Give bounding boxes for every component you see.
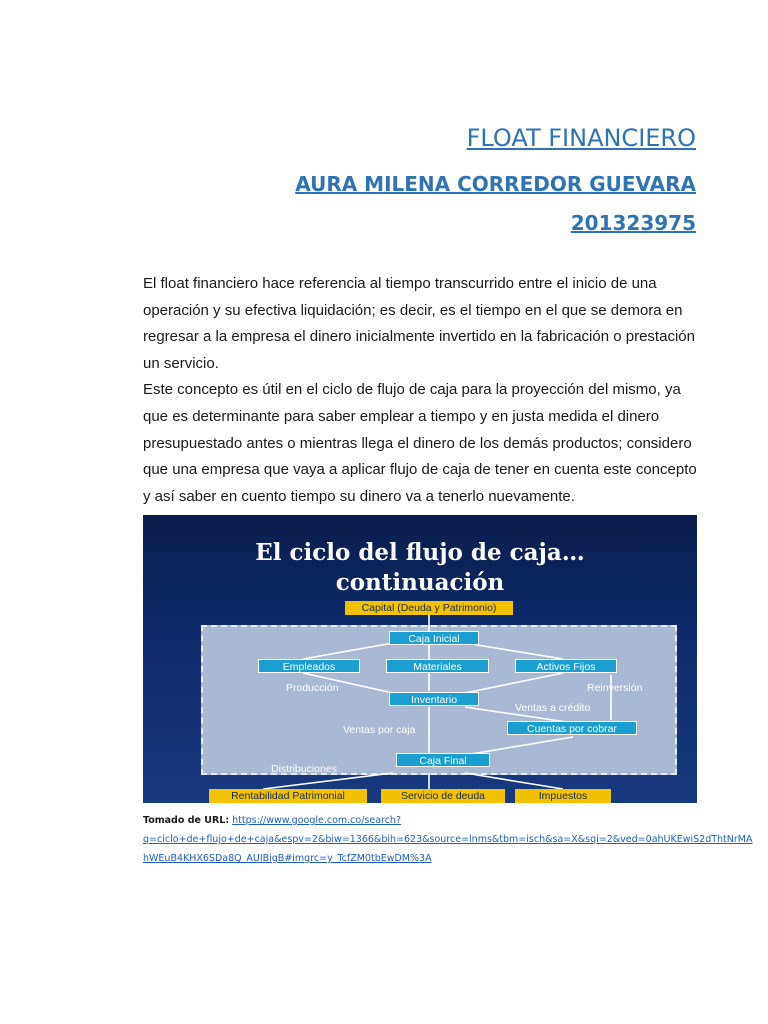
box-empleados: Empleados <box>258 659 360 673</box>
paragraph-definition: El float financiero hace referencia al tiempo transcurrido entre el inicio de una operación y su efectiva liquidación; es decir, es el tiempo en el que se demora en regresar a la empresa el dinero inicialmente invertido en la fabricación o prestación un servicio. <box>143 275 695 372</box>
box-servicio-deuda: Servicio de deuda <box>381 789 505 803</box>
document-title: FLOAT FINANCIERO <box>466 124 696 152</box>
box-cuentas-por-cobrar: Cuentas por cobrar <box>507 721 637 735</box>
student-code: 201323975 <box>570 211 696 235</box>
figure-title-line2: continuación <box>335 569 505 596</box>
label-reinversion: Reinversión <box>587 682 643 694</box>
arrow-caja-to-activos <box>465 643 563 659</box>
box-capital: Capital (Deuda y Patrimonio) <box>345 601 513 615</box>
label-produccion: Producción <box>286 682 339 694</box>
arrow-cajafinal-to-rentabilidad <box>263 773 393 789</box>
cash-flow-cycle-figure <box>143 515 697 803</box>
box-impuestos: Impuestos <box>515 789 611 803</box>
figure-title-line1: El ciclo del flujo de caja… <box>255 539 585 566</box>
source-url-part1: https://www.google.com.co/search? <box>232 815 401 826</box>
box-caja-final: Caja Final <box>396 753 490 767</box>
label-distribuciones: Distribuciones <box>271 763 337 775</box>
label-ventas-caja: Ventas por caja <box>343 724 416 736</box>
label-ventas-credito: Ventas a crédito <box>515 702 591 714</box>
source-url-part3: hWEuB4KHX6SDa8Q_AUIBigB#imgrc=y_TcfZM0tbEwDM%3A <box>143 853 432 864</box>
box-materiales: Materiales <box>386 659 489 673</box>
box-caja-inicial: Caja Inicial <box>389 631 479 645</box>
box-rentabilidad: Rentabilidad Patrimonial <box>209 789 367 803</box>
body-text <box>143 271 699 510</box>
arrow-caja-to-empleados <box>303 643 393 659</box>
source-caption <box>143 811 753 868</box>
caption-label: Tomado de URL: <box>143 815 230 826</box>
arrow-activos-to-inventario <box>465 673 563 693</box>
box-activos-fijos: Activos Fijos <box>515 659 617 673</box>
paragraph-concept: Este concepto es útil en el ciclo de flujo de caja para la proyección del mismo, ya que es determinante para saber emplear a tiempo y en justa medida el dinero presupuestado antes o mientras llega el dinero de los demás productos; considero que una empresa que vaya a aplicar flujo de caja de tener en cuenta este concepto y así saber en cuento tiempo su dinero va a tenerlo nuevamente. <box>143 381 697 505</box>
source-url-part2: q=ciclo+de+flujo+de+caja&espv=2&biw=1366&bih=623&source=lnms&tbm=isch&sa=X&sqi=2&ved=0ahUKEwiS2dThtNrMA <box>143 834 753 845</box>
arrow-cajafinal-to-impuestos <box>465 773 563 789</box>
box-inventario: Inventario <box>389 692 479 706</box>
author-name: AURA MILENA CORREDOR GUEVARA <box>295 172 696 196</box>
